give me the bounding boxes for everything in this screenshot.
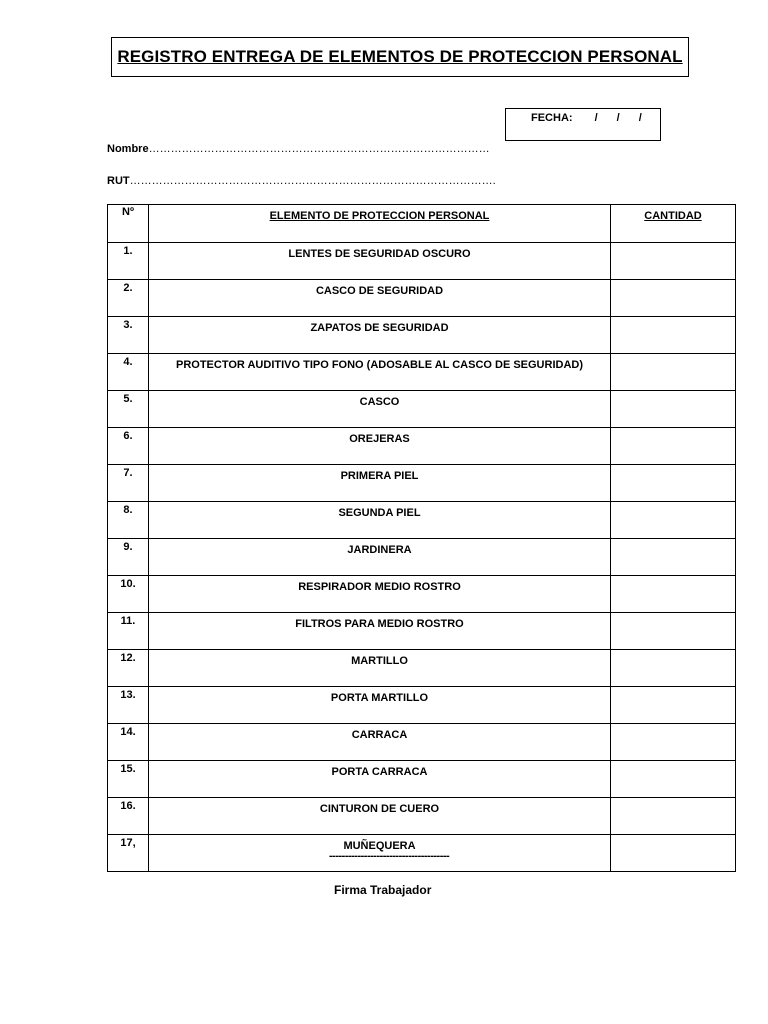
row-element: CARRACA [149,724,611,761]
header-element-text: ELEMENTO DE PROTECCION PERSONAL [269,210,490,222]
date-box [505,108,661,141]
table-row [108,280,736,317]
row-number: 6. [108,428,149,465]
table-row [108,576,736,613]
row-element: LENTES DE SEGURIDAD OSCURO [149,243,611,280]
row-quantity[interactable] [611,687,736,724]
row-element: CASCO [149,391,611,428]
row-element: PORTA MARTILLO [149,687,611,724]
row-quantity[interactable] [611,613,736,650]
row-number: 15. [108,761,149,798]
row-element: PRIMERA PIEL [149,465,611,502]
table-row [108,317,736,354]
row-number: 3. [108,317,149,354]
table-row [108,354,736,391]
row-quantity[interactable] [611,354,736,391]
row-element: ZAPATOS DE SEGURIDAD [149,317,611,354]
ppe-table [107,204,736,872]
row-quantity[interactable] [611,761,736,798]
row-number: 1. [108,243,149,280]
table-row [108,502,736,539]
rut-label: RUT [107,175,130,187]
header-number: Nº [108,205,149,243]
row-number: 11. [108,613,149,650]
header-quantity [611,205,736,243]
row-quantity[interactable] [611,724,736,761]
name-label: Nombre [107,143,149,155]
name-dots: ………………………………………………………………………………… [148,143,490,155]
date-label: FECHA: [531,112,573,124]
table-row [108,391,736,428]
row-element: SEGUNDA PIEL [149,502,611,539]
table-row [108,687,736,724]
signature-label: Firma Trabajador [334,883,432,897]
row-number: 9. [108,539,149,576]
rut-dots: ………………………………………………………………………………………. [129,175,496,187]
row-quantity[interactable] [611,502,736,539]
row-element: MUÑEQUERA [149,835,611,872]
row-number: 12. [108,650,149,687]
row-element: RESPIRADOR MEDIO ROSTRO [149,576,611,613]
row-element: OREJERAS [149,428,611,465]
table-row [108,798,736,835]
row-quantity[interactable] [611,280,736,317]
table-row [108,428,736,465]
row-quantity[interactable] [611,428,736,465]
row-element: CASCO DE SEGURIDAD [149,280,611,317]
row-quantity[interactable] [611,465,736,502]
row-element: PROTECTOR AUDITIVO TIPO FONO (ADOSABLE AL CASCO DE SEGURIDAD) [149,354,611,391]
row-quantity[interactable] [611,539,736,576]
header-element [149,205,611,243]
row-number: 17, [108,835,149,872]
table-row [108,243,736,280]
row-element: JARDINERA [149,539,611,576]
table-row [108,539,736,576]
table-row [108,761,736,798]
document-title: REGISTRO ENTREGA DE ELEMENTOS DE PROTECCION PERSONAL [117,47,683,66]
row-number: 5. [108,391,149,428]
row-number: 8. [108,502,149,539]
table-row [108,465,736,502]
table-header-row [108,205,736,243]
table-row [108,650,736,687]
row-quantity[interactable] [611,835,736,872]
row-element: PORTA CARRACA [149,761,611,798]
name-field [107,143,490,155]
row-quantity[interactable] [611,650,736,687]
row-quantity[interactable] [611,317,736,354]
row-number: 7. [108,465,149,502]
row-quantity[interactable] [611,798,736,835]
row-quantity[interactable] [611,576,736,613]
row-number: 13. [108,687,149,724]
row-number: 4. [108,354,149,391]
rut-field [107,175,496,187]
row-number: 10. [108,576,149,613]
row-quantity[interactable] [611,243,736,280]
table-row [108,724,736,761]
document-title-box [111,37,689,77]
row-number: 14. [108,724,149,761]
row-number: 16. [108,798,149,835]
signature-line: -------------------------------------- [329,850,450,862]
row-element: MARTILLO [149,650,611,687]
row-element: FILTROS PARA MEDIO ROSTRO [149,613,611,650]
row-element: CINTURON DE CUERO [149,798,611,835]
table-row [108,613,736,650]
header-quantity-text: CANTIDAD [644,210,702,222]
date-slashes: / / / [594,112,650,124]
row-quantity[interactable] [611,391,736,428]
row-number: 2. [108,280,149,317]
